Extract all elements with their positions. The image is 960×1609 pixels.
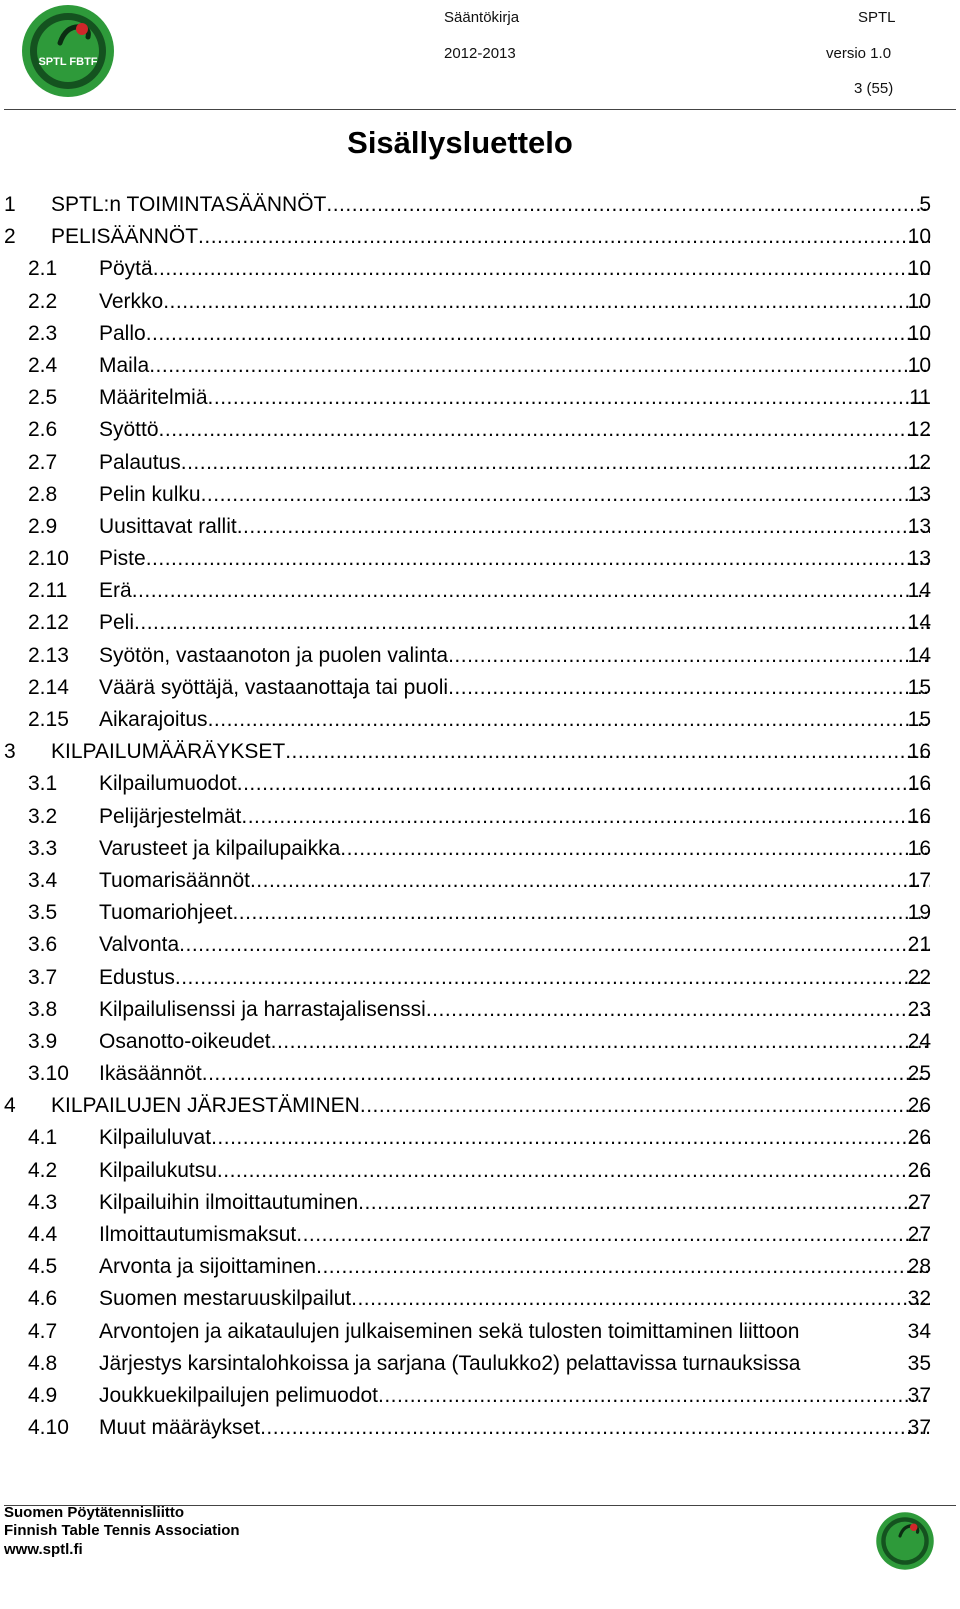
toc-entry-number: 3.4 — [28, 868, 58, 892]
toc-entry-number: 3.10 — [28, 1062, 69, 1086]
toc-entry-label-wrap — [99, 1026, 930, 1058]
toc-entry-number: 2.15 — [28, 708, 69, 731]
toc-entry-number: 4.7 — [28, 1319, 58, 1343]
header-doc-name: Sääntökirja — [444, 9, 520, 26]
toc-entry[interactable] — [0, 1316, 960, 1348]
toc-entry-label: Pallo — [99, 321, 146, 345]
toc-entry[interactable] — [0, 253, 960, 285]
toc-entry[interactable] — [0, 1058, 960, 1090]
toc-leader-dots — [326, 189, 930, 221]
toc-leader-dots — [149, 350, 930, 382]
toc-entry-number: 4.10 — [28, 1416, 69, 1440]
toc-entry-number: 2 — [4, 225, 16, 249]
toc-leader-dots — [237, 511, 930, 543]
toc-entry-label-wrap — [51, 736, 930, 768]
toc-entry-label-wrap — [99, 1219, 930, 1251]
toc-entry-page: 15 — [907, 675, 931, 699]
toc-entry[interactable] — [0, 1348, 960, 1380]
toc-entry-number: 4.6 — [28, 1287, 58, 1311]
toc-entry-label: Joukkuekilpailujen pelimuodot — [99, 1383, 379, 1407]
toc-leader-dots — [208, 382, 930, 414]
toc-entry-number: 2.9 — [28, 514, 58, 538]
toc-entry-number: 3.9 — [28, 1029, 58, 1053]
toc-entry-number: 2.12 — [28, 611, 69, 635]
toc-leader-dots — [201, 479, 930, 511]
toc-entry-page: 37 — [907, 1416, 931, 1440]
toc-leader-dots — [358, 1187, 930, 1219]
toc-leader-dots — [146, 543, 930, 575]
toc-entry[interactable] — [0, 414, 960, 446]
footer-website[interactable]: www.sptl.fi — [4, 1541, 83, 1558]
toc-leader-dots — [426, 994, 930, 1026]
toc-entry-number: 3 — [4, 740, 16, 764]
toc-entry-label-wrap — [99, 768, 930, 800]
toc-entry-label: Suomen mestaruuskilpailut — [99, 1287, 352, 1311]
toc-entry-number: 2.1 — [28, 257, 58, 281]
toc-entry[interactable] — [0, 1380, 960, 1412]
toc-entry-label-wrap — [99, 318, 930, 350]
page-title: Sisällysluettelo — [347, 125, 573, 160]
header-season: 2012-2013 — [444, 45, 516, 62]
header-version: versio 1.0 — [826, 45, 892, 62]
toc-leader-dots — [159, 414, 930, 446]
toc-entry[interactable] — [0, 447, 960, 479]
toc-entry-label-wrap — [99, 929, 930, 961]
toc-entry-page: 27 — [907, 1190, 931, 1214]
toc-leader-dots — [360, 1090, 930, 1122]
toc-entry-label-wrap — [51, 1090, 930, 1122]
toc-entry[interactable] — [0, 575, 960, 607]
toc-entry-page: 28 — [907, 1255, 931, 1279]
toc-entry[interactable] — [0, 543, 960, 575]
toc-leader-dots — [316, 1251, 930, 1283]
toc-entry-label: Kilpailumuodot — [99, 772, 237, 796]
toc-entry-label-wrap — [99, 350, 930, 382]
toc-entry-number: 4.3 — [28, 1190, 58, 1214]
toc-entry-label: Verkko — [99, 289, 164, 313]
toc-leader-dots — [285, 736, 930, 768]
toc-entry-label-wrap — [99, 1412, 930, 1444]
toc-entry-page: 16 — [907, 740, 931, 764]
toc-entry-label: PELISÄÄNNÖT — [51, 225, 199, 249]
toc-entry-number: 2.7 — [28, 450, 58, 474]
sptl-logo-small — [875, 1511, 935, 1571]
toc-entry[interactable] — [0, 382, 960, 414]
toc-entry-label: Piste — [99, 547, 146, 571]
toc-entry-number: 2.3 — [28, 321, 58, 345]
toc-entry-label: Ilmoittautumismaksut — [99, 1223, 297, 1246]
toc-entry-number: 4.1 — [28, 1126, 58, 1150]
toc-entry-page: 19 — [907, 901, 931, 925]
toc-leader-dots — [146, 318, 930, 350]
toc-entry-number: 4.2 — [28, 1158, 58, 1182]
toc-entry[interactable] — [0, 736, 960, 768]
toc-entry-page: 17 — [907, 868, 931, 892]
toc-leader-dots — [448, 672, 930, 704]
toc-entry-number: 2.14 — [28, 675, 69, 699]
toc-entry-label-wrap — [99, 640, 930, 672]
toc-entry-label: Osanotto-oikeudet — [99, 1029, 271, 1053]
toc-entry-page: 21 — [907, 933, 931, 957]
toc-entry-label: Tuomariohjeet — [99, 901, 233, 925]
footer-org-en: Finnish Table Tennis Association — [4, 1522, 240, 1539]
toc-entry-label-wrap — [99, 865, 930, 897]
toc-leader-dots — [340, 833, 930, 865]
toc-entry-label: Kilpailuihin ilmoittautuminen — [99, 1190, 359, 1214]
toc-leader-dots — [202, 1058, 930, 1090]
toc-entry-label-wrap — [99, 897, 930, 929]
toc-entry-number: 2.5 — [28, 386, 58, 410]
toc-entry-page: 16 — [907, 772, 931, 796]
toc-entry-label: Peli — [99, 611, 135, 635]
toc-entry[interactable] — [0, 479, 960, 511]
toc-entry-label-wrap — [99, 511, 930, 543]
toc-entry[interactable] — [0, 1026, 960, 1058]
toc-entry-page: 13 — [907, 482, 931, 506]
toc-entry[interactable] — [0, 286, 960, 318]
toc-entry-label-wrap — [99, 1058, 930, 1090]
toc-leader-dots — [378, 1380, 930, 1412]
toc-entry-label: Muut määräykset — [99, 1416, 261, 1440]
toc-entry-label: Palautus — [99, 450, 181, 474]
toc-entry[interactable] — [0, 1412, 960, 1444]
toc-entry-page: 26 — [907, 1126, 931, 1150]
toc-entry-page: 12 — [907, 450, 931, 474]
toc-leader-dots — [179, 929, 930, 961]
toc-entry-number: 3.6 — [28, 933, 58, 957]
toc-leader-dots — [799, 1316, 902, 1348]
toc-entry-number: 3.3 — [28, 836, 58, 860]
toc-entry-number: 1 — [4, 193, 16, 216]
toc-entry-page: 5 — [919, 193, 931, 216]
toc-entry[interactable] — [0, 994, 960, 1026]
toc-leader-dots — [351, 1283, 930, 1315]
toc-entry[interactable] — [0, 1090, 960, 1122]
toc-leader-dots — [181, 447, 930, 479]
toc-entry-label-wrap — [99, 286, 930, 318]
toc-entry-label-wrap — [99, 543, 930, 575]
toc-entry-label: Pöytä — [99, 257, 153, 281]
toc-entry-label-wrap — [99, 607, 930, 639]
toc-entry[interactable] — [0, 221, 960, 253]
toc-leader-dots — [271, 1026, 930, 1058]
toc-entry-label: Tuomarisäännöt — [99, 868, 250, 892]
toc-entry[interactable] — [0, 1219, 960, 1251]
toc-entry-number: 4.9 — [28, 1383, 58, 1407]
toc-entry-page: 14 — [907, 579, 931, 603]
toc-entry-label: SPTL:n TOIMINTASÄÄNNÖT — [51, 193, 327, 216]
svg-text:SPTL FBTF: SPTL FBTF — [38, 56, 98, 68]
toc-entry-page: 10 — [907, 321, 931, 345]
toc-entry-label-wrap — [99, 962, 930, 994]
toc-entry-number: 3.7 — [28, 965, 58, 989]
toc-entry-label-wrap — [51, 189, 930, 221]
toc-entry-page: 26 — [907, 1094, 931, 1118]
toc-entry-number: 2.10 — [28, 547, 69, 571]
toc-entry[interactable] — [0, 607, 960, 639]
toc-leader-dots — [296, 1219, 930, 1251]
toc-entry-number: 2.6 — [28, 418, 58, 442]
toc-entry-label-wrap — [99, 801, 930, 833]
toc-leader-dots — [250, 865, 930, 897]
toc-leader-dots — [448, 640, 930, 672]
toc-entry-page: 10 — [907, 289, 931, 313]
toc-entry-label: Kilpailulisenssi ja harrastajalisenssi — [99, 997, 426, 1021]
toc-entry-label-wrap — [99, 1122, 930, 1154]
toc-entry-page: 35 — [907, 1351, 931, 1375]
toc-leader-dots — [217, 1155, 930, 1187]
toc-entry[interactable] — [0, 640, 960, 672]
toc-entry-label: KILPAILUMÄÄRÄYKSET — [51, 740, 286, 764]
toc-entry-label-wrap — [99, 1155, 930, 1187]
toc-entry-page: 16 — [907, 836, 931, 860]
toc-entry-number: 2.8 — [28, 482, 58, 506]
toc-leader-dots — [801, 1348, 903, 1380]
toc-leader-dots — [208, 704, 930, 736]
toc-leader-dots — [232, 897, 930, 929]
toc-entry-label-wrap — [99, 672, 930, 704]
toc-entry[interactable] — [0, 511, 960, 543]
toc-entry-number: 2.13 — [28, 643, 69, 667]
toc-entry-label-wrap — [99, 1187, 930, 1219]
toc-entry-label: Uusittavat rallit — [99, 514, 237, 538]
toc-entry-label-wrap — [99, 1251, 930, 1283]
toc-entry[interactable] — [0, 962, 960, 994]
toc-entry-label: Syöttö — [99, 418, 159, 442]
toc-entry-page: 14 — [907, 643, 931, 667]
toc-entry-page: 27 — [907, 1223, 931, 1246]
toc-entry-label: Pelin kulku — [99, 482, 201, 506]
toc-entry-page: 10 — [907, 225, 931, 249]
footer-org-fi: Suomen Pöytätennisliitto — [4, 1504, 185, 1521]
toc-entry-number: 4.5 — [28, 1255, 58, 1279]
toc-entry[interactable] — [0, 833, 960, 865]
toc-entry-label-wrap — [99, 253, 930, 285]
toc-entry[interactable] — [0, 1283, 960, 1315]
toc-entry-label: Edustus — [99, 965, 175, 989]
toc-entry-label: Järjestys karsintalohkoissa ja sarjana (Taulukko2) pelattavissa turnauksissa — [99, 1351, 801, 1375]
sptl-logo — [20, 3, 116, 99]
toc-entry-label: Erä — [99, 579, 132, 603]
header-divider — [4, 109, 956, 110]
toc-entry-label-wrap — [51, 221, 930, 253]
toc-entry-number: 4 — [4, 1094, 16, 1118]
toc-entry-page: 25 — [907, 1062, 931, 1086]
toc-entry-label: Syötön, vastaanoton ja puolen valinta — [99, 643, 449, 667]
toc-entry[interactable] — [0, 704, 960, 736]
toc-entry-label: Arvonta ja sijoittaminen — [99, 1255, 317, 1279]
toc-entry-label-wrap — [99, 1283, 930, 1315]
toc-leader-dots — [237, 768, 930, 800]
toc-entry-label: Määritelmiä — [99, 386, 208, 410]
toc-entry[interactable] — [0, 1187, 960, 1219]
toc-leader-dots — [198, 221, 930, 253]
toc-entry-page: 10 — [907, 353, 931, 377]
toc-entry[interactable] — [0, 318, 960, 350]
table-of-contents — [0, 189, 960, 1444]
toc-entry[interactable] — [0, 189, 960, 221]
toc-entry-page: 32 — [907, 1287, 931, 1311]
toc-entry-number: 2.2 — [28, 289, 58, 313]
toc-leader-dots — [260, 1412, 930, 1444]
toc-entry[interactable] — [0, 1155, 960, 1187]
toc-leader-dots — [132, 575, 930, 607]
toc-entry-page: 15 — [907, 708, 931, 731]
toc-entry[interactable] — [0, 801, 960, 833]
toc-entry-page: 23 — [907, 997, 931, 1021]
toc-entry-label-wrap — [99, 414, 930, 446]
toc-entry-label-wrap — [99, 447, 930, 479]
toc-entry-label: KILPAILUJEN JÄRJESTÄMINEN — [51, 1094, 360, 1118]
toc-leader-dots — [241, 801, 930, 833]
toc-entry-page: 24 — [907, 1029, 931, 1053]
toc-entry-page: 37 — [907, 1383, 931, 1407]
toc-leader-dots — [175, 962, 930, 994]
toc-entry-label-wrap — [99, 833, 930, 865]
toc-entry-label-wrap — [99, 994, 930, 1026]
toc-entry-number: 3.2 — [28, 804, 58, 828]
header-org: SPTL — [858, 9, 896, 26]
toc-entry-label: Aikarajoitus — [99, 708, 208, 731]
toc-entry-page: 13 — [907, 514, 931, 538]
toc-entry-label-wrap — [99, 575, 930, 607]
toc-entry[interactable] — [0, 1251, 960, 1283]
toc-entry-number: 3.1 — [28, 772, 58, 796]
toc-entry-label-wrap — [99, 479, 930, 511]
toc-entry-number: 3.8 — [28, 997, 58, 1021]
toc-entry-page: 22 — [907, 965, 931, 989]
toc-entry-number: 2.11 — [28, 579, 68, 603]
toc-entry-label-wrap — [99, 1316, 902, 1348]
toc-entry-label-wrap — [99, 1348, 902, 1380]
toc-entry-label: Varusteet ja kilpailupaikka — [99, 836, 341, 860]
toc-entry[interactable] — [0, 768, 960, 800]
toc-entry-number: 2.4 — [28, 353, 58, 377]
toc-entry-page: 12 — [907, 418, 931, 442]
toc-entry-label-wrap — [99, 382, 930, 414]
toc-leader-dots — [134, 607, 930, 639]
toc-entry-page: 13 — [907, 547, 931, 571]
toc-entry-label-wrap — [99, 1380, 930, 1412]
toc-entry-number: 4.8 — [28, 1351, 58, 1375]
toc-entry-page: 34 — [907, 1319, 931, 1343]
toc-entry[interactable] — [0, 350, 960, 382]
toc-entry-label: Kilpailuluvat — [99, 1126, 212, 1150]
toc-entry[interactable] — [0, 897, 960, 929]
toc-entry[interactable] — [0, 865, 960, 897]
toc-entry-page: 16 — [907, 804, 931, 828]
toc-entry-page: 10 — [907, 257, 931, 281]
toc-entry-label: Pelijärjestelmät — [99, 804, 242, 828]
toc-entry-label: Maila — [99, 353, 150, 377]
toc-entry-page: 11 — [909, 386, 931, 410]
toc-entry-number: 4.4 — [28, 1223, 58, 1246]
toc-entry-page: 14 — [907, 611, 931, 635]
toc-leader-dots — [153, 253, 930, 285]
toc-entry[interactable] — [0, 1122, 960, 1154]
toc-entry[interactable] — [0, 672, 960, 704]
toc-entry-page: 26 — [907, 1158, 931, 1182]
toc-entry-number: 3.5 — [28, 901, 58, 925]
toc-entry-label: Väärä syöttäjä, vastaanottaja tai puoli — [99, 675, 449, 699]
toc-entry-label-wrap — [99, 704, 930, 736]
toc-entry-label: Kilpailukutsu — [99, 1158, 217, 1182]
toc-leader-dots — [163, 286, 930, 318]
toc-entry-label: Arvontojen ja aikataulujen julkaiseminen sekä tulosten toimittaminen liittoon — [99, 1319, 800, 1343]
page-number: 3 (55) — [854, 80, 894, 97]
toc-leader-dots — [211, 1122, 930, 1154]
toc-entry-label: Ikäsäännöt — [99, 1062, 202, 1086]
toc-entry-label: Valvonta — [99, 933, 180, 957]
toc-entry[interactable] — [0, 929, 960, 961]
